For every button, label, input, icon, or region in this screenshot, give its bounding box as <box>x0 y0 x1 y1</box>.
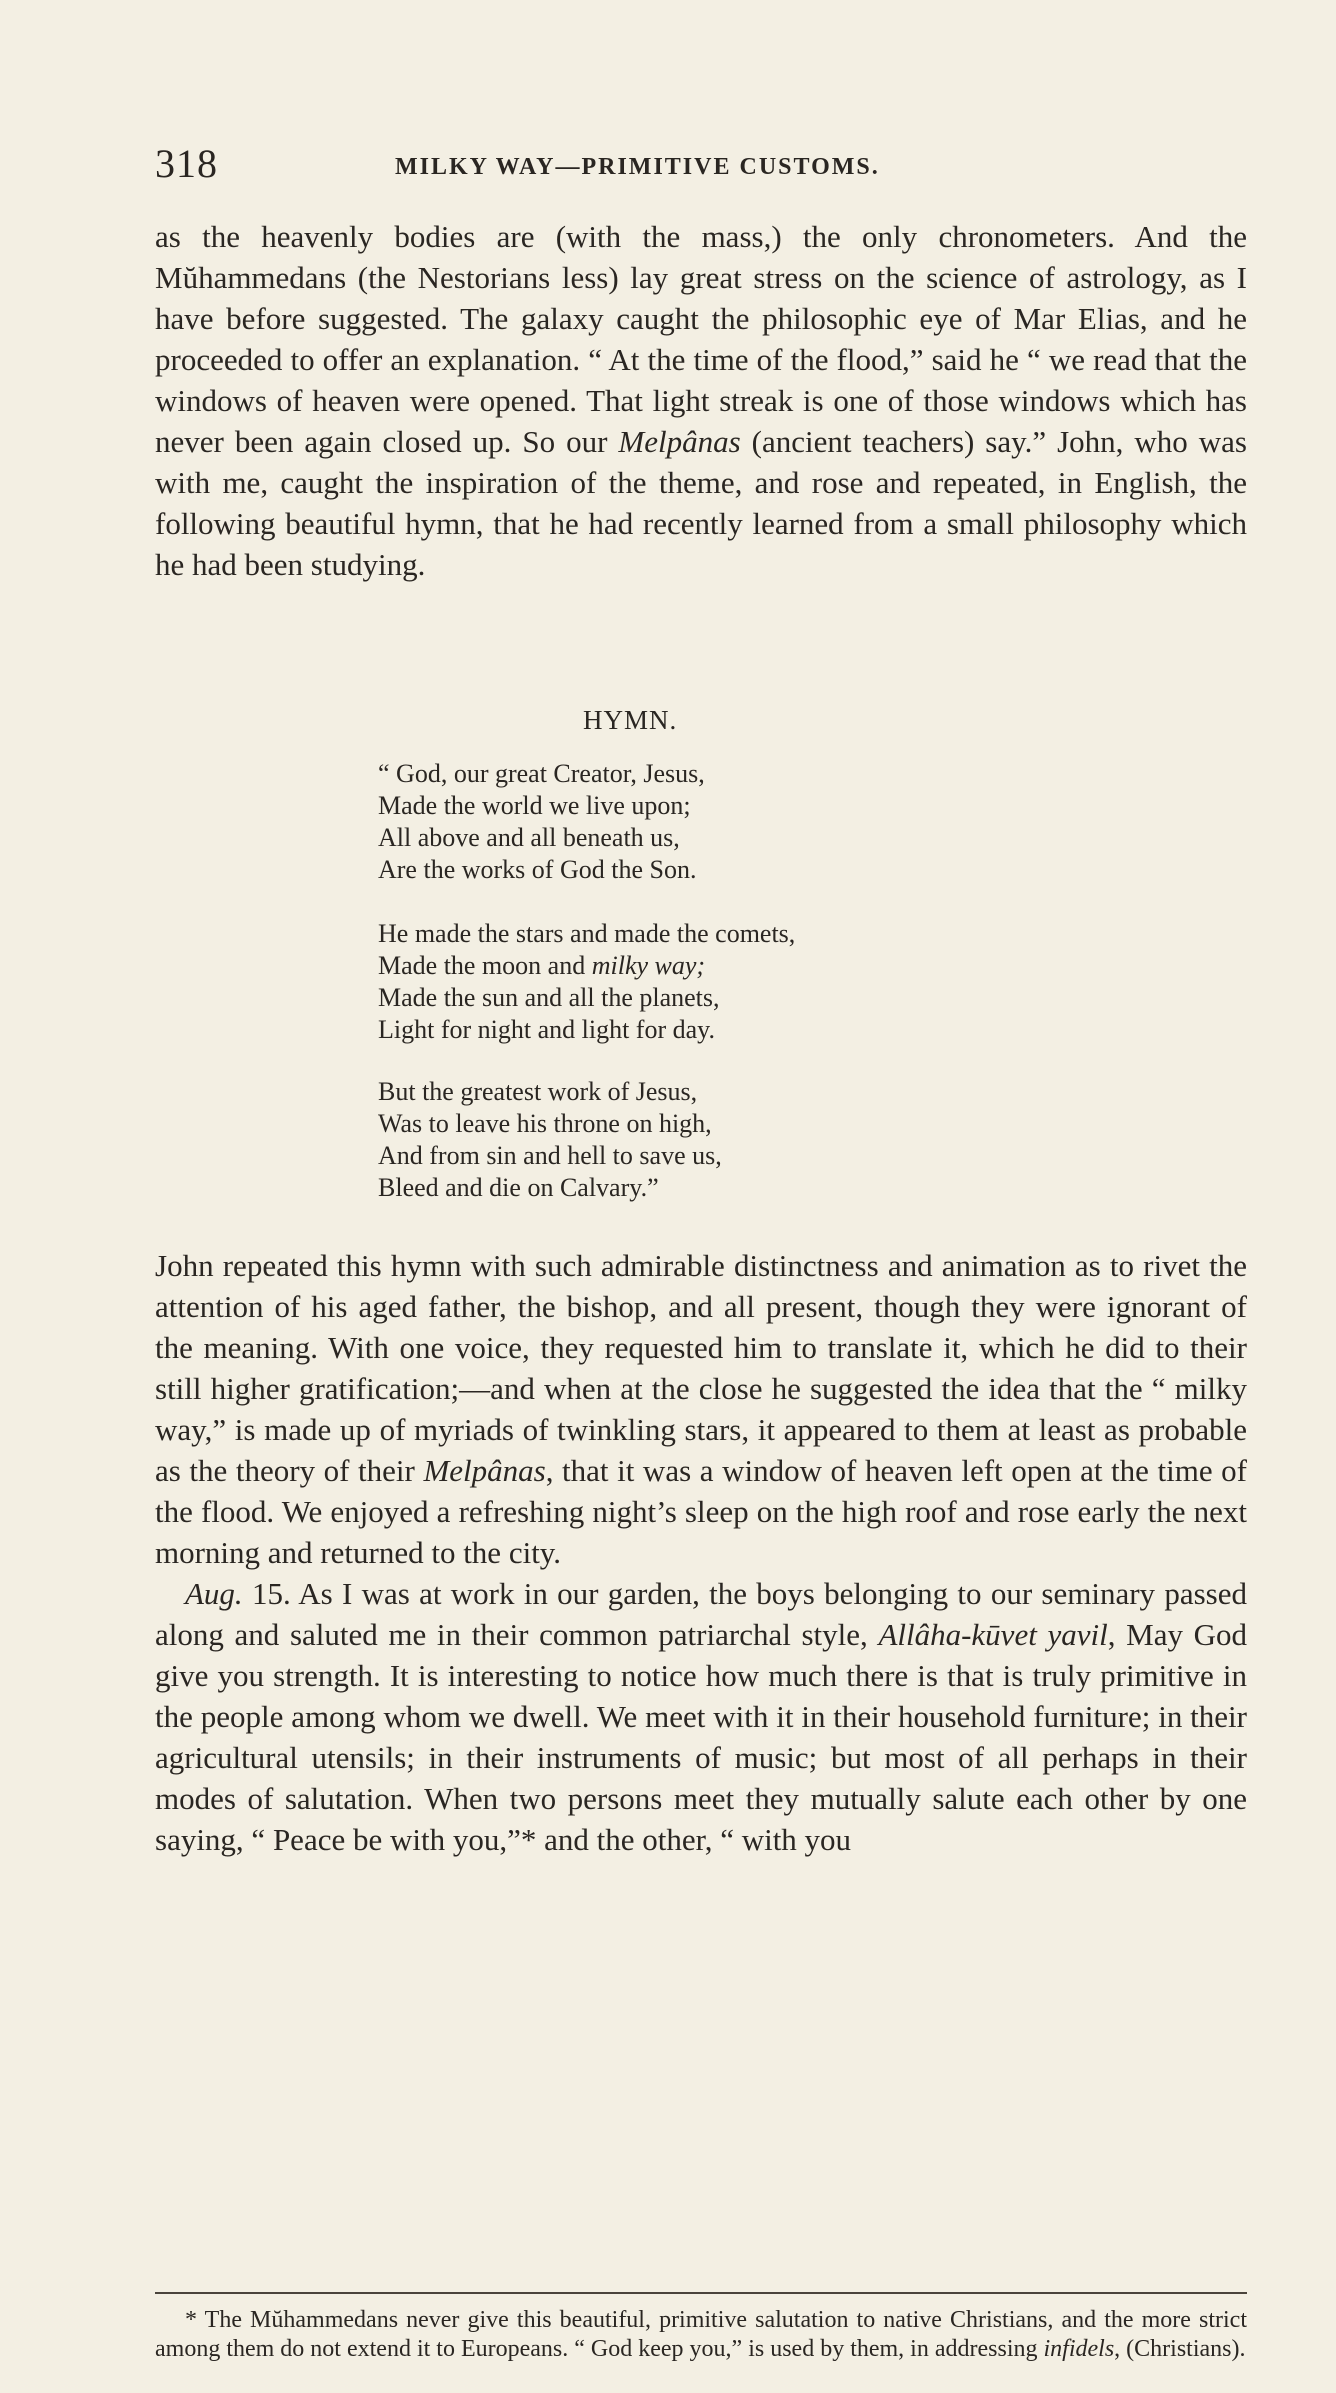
term-melpanas: Melpânas <box>618 424 741 459</box>
footnote-divider <box>155 2292 1247 2294</box>
running-head: MILKY WAY—PRIMITIVE CUSTOMS. <box>395 154 880 180</box>
paragraph-text: John repeated this hymn with such admirable distinctness and animation as to rivet the attention of his aged father, the bishop, and all present, though they were ignorant of the meaning. With one voice, they requested him to translate it, which he did to their still higher gratification;—and when at the close he suggested the idea that the “ milky way,” is made up of myriads of twinkling stars, it appeared to them at least as probable as the theory of their <box>155 1248 1247 1488</box>
hymn-line: Light for night and light for day. <box>378 1015 715 1044</box>
hymn-line: Was to leave his throne on high, <box>378 1109 712 1138</box>
body-paragraph-astrology <box>155 216 1247 585</box>
term-melpanas: Melpânas <box>423 1453 546 1488</box>
hymn-stanza-3 <box>378 1076 722 1204</box>
date-label: Aug. <box>185 1576 243 1611</box>
paragraph-text: as the heavenly bodies are (with the mass,) the only chronometers. And the Mŭhammedans (the Nestorians less) lay great stress on the science of astrology, as I have before suggested. The galaxy caught the philosophic eye of Mar Elias, and he proceeded to offer an explanation. “ At the time of the flood,” said he “ we read that the windows of heaven were opened. That light streak is one of those windows which has never been again closed up. So our <box>155 219 1247 459</box>
hymn-line: All above and all beneath us, <box>378 823 680 852</box>
hymn-line <box>378 950 795 982</box>
hymn-line-text: Made the moon and <box>378 951 592 980</box>
hymn-line: And from sin and hell to save us, <box>378 1141 722 1170</box>
paragraph-aug-15 <box>155 1573 1247 1860</box>
hymn-line: Are the works of God the Son. <box>378 855 697 884</box>
paragraph-text: (ancient teachers) say.” John, who was with me, caught the inspiration of the theme, and rose and repeated, in English, the following beautiful hymn, that he had recently learned from a small philosophy which he had been studying. <box>155 424 1247 582</box>
hymn-line: Bleed and die on Calvary.” <box>378 1173 659 1202</box>
body-paragraphs-continued <box>155 1245 1247 1860</box>
hymn-line-italic: milky way; <box>591 951 706 980</box>
hymn-stanza-2 <box>378 918 795 1046</box>
paragraph-text: , that it was a window of heaven left open at the time of the flood. We enjoyed a refreshing night’s sleep on the high roof and rose early the next morning and returned to the city. <box>155 1453 1247 1570</box>
hymn-stanza-1 <box>378 758 705 886</box>
hymn-line: But the greatest work of Jesus, <box>378 1077 698 1106</box>
hymn-line: He made the stars and made the comets, <box>378 919 796 948</box>
page-header <box>155 140 1245 190</box>
hymn-line: Made the sun and all the planets, <box>378 983 720 1012</box>
paragraph-text: 15. As I was at work in our garden, the boys belonging to our seminary passed along and saluted me in their common patriarchal style, <box>155 1576 1247 1652</box>
footnote <box>155 2306 1247 2364</box>
footnote-text: , (Christians). <box>1114 2336 1246 2362</box>
paragraph-translation <box>155 1245 1247 1573</box>
footnote-text: * The Mŭhammedans never give this beautiful, primitive salutation to native Christians, and the more strict among them do not extend it to Europeans. “ God keep you,” is used by them, in addressing <box>155 2307 1247 2362</box>
hymn-line: Made the world we live upon; <box>378 791 691 820</box>
hymn-line: “ God, our great Creator, Jesus, <box>378 759 705 788</box>
page-number: 318 <box>155 141 218 186</box>
paragraph-text: , May God give you strength. It is interesting to notice how much there is that is truly primitive in the people among whom we dwell. We meet with it in their household furniture; in their agricultural utensils; in their instruments of music; but most of all perhaps in their modes of salutation. When two persons meet they mutually salute each other by one saying, “ Peace be with you,”* and the other, “ with you <box>155 1617 1247 1857</box>
hymn-title: HYMN. <box>583 705 678 735</box>
term-infidels: infidels <box>1043 2336 1115 2362</box>
salutation-phrase: Allâha-kūvet yavil <box>878 1617 1108 1652</box>
